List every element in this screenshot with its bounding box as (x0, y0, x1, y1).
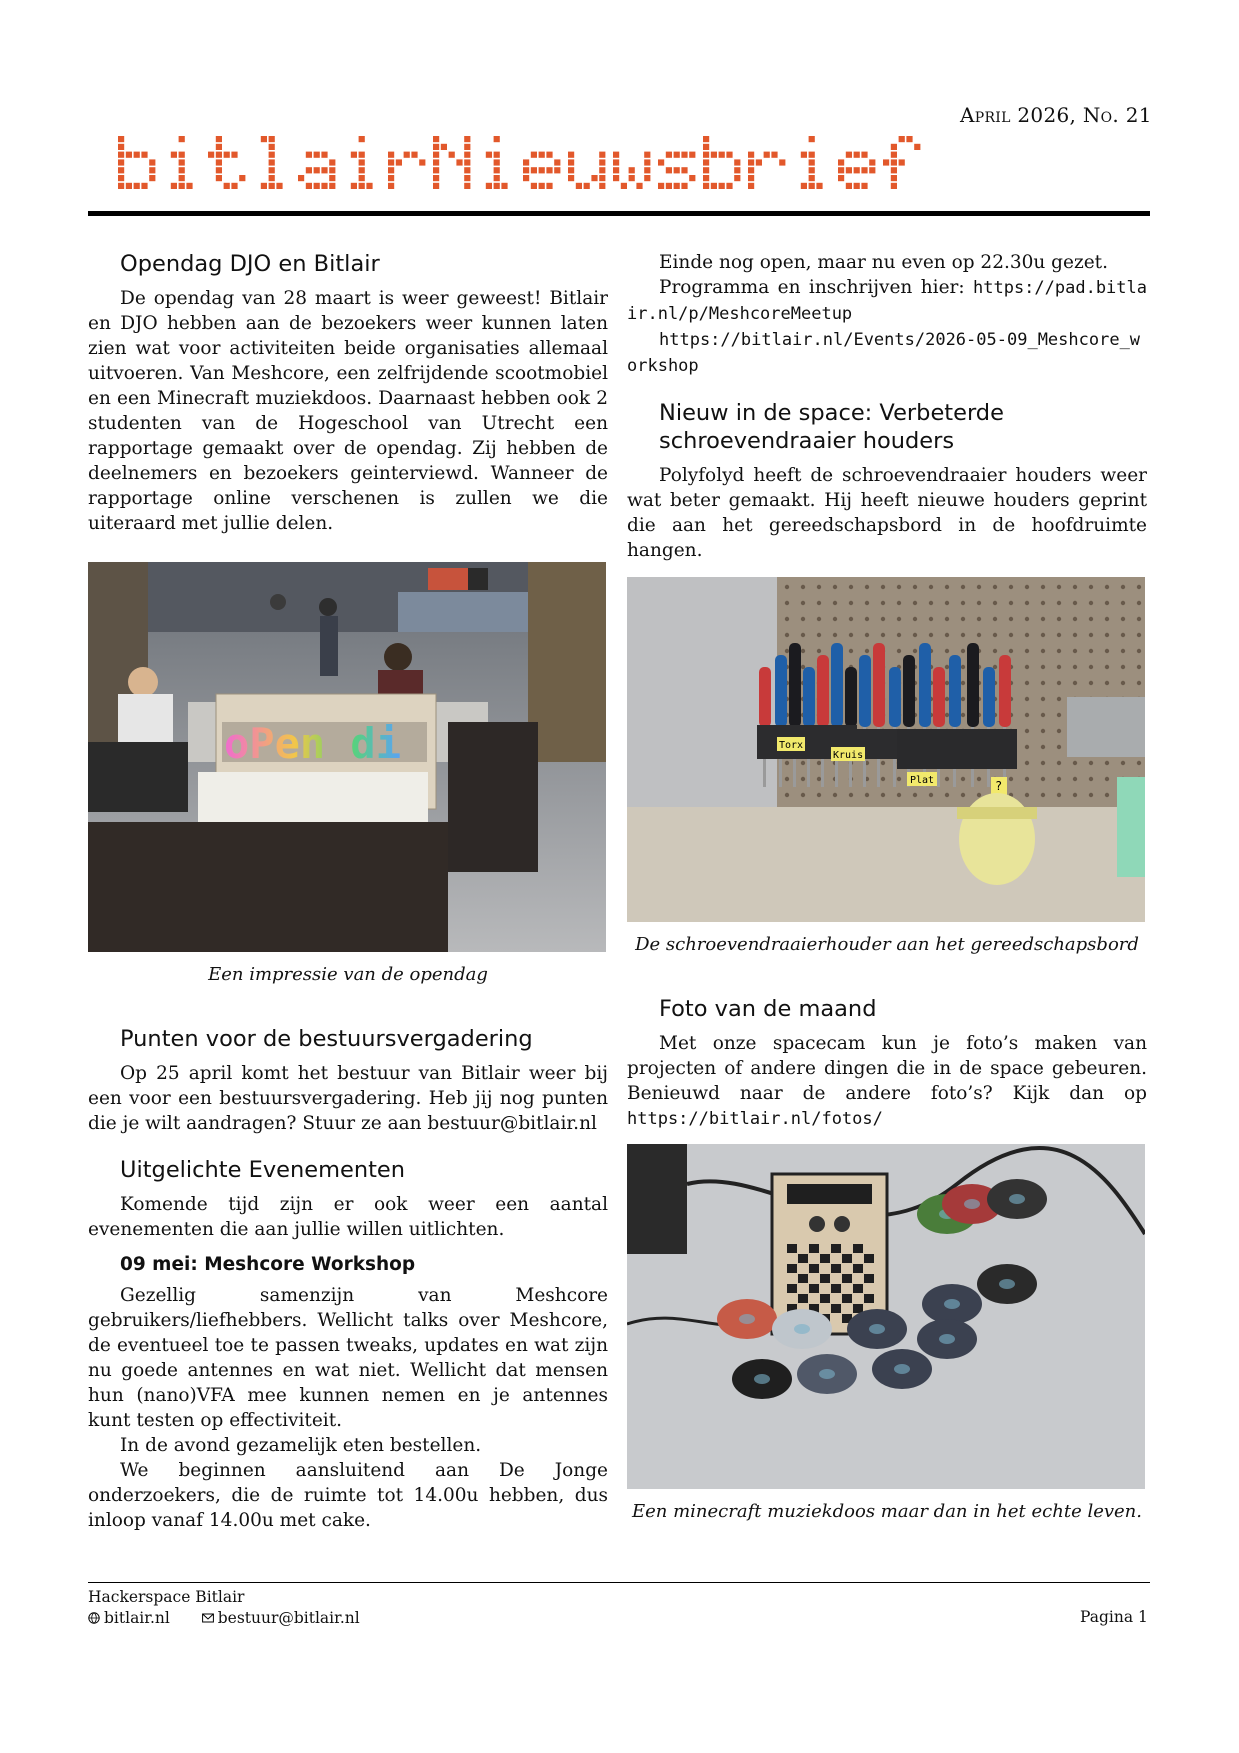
article-title-evenementen: Uitgelichte Evenementen (120, 1157, 406, 1183)
event-body-2: In de avond gezamelijk eten bestellen. (120, 1435, 482, 1456)
article-title-bestuur: Punten voor de bestuursvergadering (120, 1026, 533, 1052)
article-body-schroevendraaier: Polyfolyd heeft de schroevendraaier houders weer wat beter gemaakt. Hij heeft nieuwe houders geprint die aan het gereedschapsbord in de hoofdruimte hangen. (627, 465, 1147, 561)
footer-org: Hackerspace Bitlair (88, 1588, 245, 1606)
envelope-icon (202, 1612, 214, 1624)
event-title: 09 mei: Meshcore Workshop (120, 1254, 416, 1275)
figure-caption-opendag: Een impressie van de opendag (208, 964, 488, 985)
article-title-opendag: Opendag DJO en Bitlair (120, 251, 380, 277)
event-body-3: We beginnen aansluitend aan De Jonge onderzoekers, die de ruimte tot 14.00u hebben, dus inloop vanaf 14.00u met cake. (88, 1460, 608, 1531)
sign-text: oPen di (224, 719, 402, 768)
article-title-schroevendraaier: Nieuw in de space: Verbeterde schroevendraaier houders (659, 400, 1004, 454)
figure-foto (627, 1144, 1147, 1524)
footer-email[interactable]: bestuur@bitlair.nl (217, 1609, 360, 1627)
footer-site[interactable]: bitlair.nl (104, 1609, 170, 1627)
music-box-photo (627, 1144, 1145, 1489)
footer-rule (88, 1582, 1150, 1583)
link-meshcore-pad[interactable]: https://pad.bitlair.nl/p/MeshcoreMeetup (627, 278, 1147, 324)
header-rule (88, 211, 1150, 216)
issue-info (960, 103, 1152, 127)
issue-year: 2026, (1017, 103, 1083, 127)
article-body-foto-text: Met onze spacecam kun je foto’s maken van projecten of andere dingen die in de space gebeuren. Benieuwd naar de andere foto’s? Kijk dan op (627, 1033, 1147, 1104)
article-body-foto (627, 1031, 1147, 1132)
link-fotos[interactable]: https://bitlair.nl/fotos/ (627, 1109, 883, 1129)
issue-number: 21 (1119, 103, 1152, 127)
continued-text-2-label: Programma en inschrijven hier: (659, 277, 973, 298)
article-title-foto: Foto van de maand (659, 996, 877, 1022)
footer (88, 1587, 360, 1629)
page-number: Pagina 1 (1080, 1608, 1148, 1626)
issue-month: April (960, 103, 1011, 127)
continued-text-3 (627, 327, 1147, 379)
continued-text-1: Einde nog open, maar nu even op 22.30u gezet. (659, 252, 1108, 273)
figure-schroevendraaier (627, 577, 1147, 957)
figure-caption-schroevendraaier: De schroevendraaierhouder aan het gereedschapsbord (635, 934, 1139, 955)
event-body-1: Gezellig samenzijn van Meshcore gebruikers/liefhebbers. Wellicht talks over Meshcore, de eventueel toe te passen tweaks, updates en wat zijn nu goede antennes en wat niet. Wellicht dat mensen hun (nano)VFA mee kunnen nemen en je antennes kunt testen op effectiviteit. (88, 1285, 608, 1431)
label-plat: Plat (910, 775, 935, 786)
globe-icon (88, 1612, 100, 1624)
article-body-bestuur: Op 25 april komt het bestuur van Bitlair weer bij een voor een bestuursvergadering. Heb jij nog punten die je wilt aandragen? Stuur ze aan bestuur@bitlair.nl (88, 1063, 608, 1134)
right-column (627, 250, 1147, 1524)
issue-number-label: No. (1082, 103, 1120, 127)
article-body-opendag: De opendag van 28 maart is weer geweest! Bitlair en DJO hebben aan de bezoekers weer kunnen laten zien wat voor activiteiten beide organisaties allemaal uitvoeren. Van Meshcore, een zelfrijdende scootmobiel en een Minecraft muziekdoos. Daarnaast hebben ook 2 studenten van de Hogeschool van Utrecht een rapportage gemaakt over de opendag. Zij hebben de deelnemers en bezoekers geinterviewd. Wanneer de rapportage online verschenen is zullen we die uiteraard met jullie delen. (88, 288, 608, 534)
label-kruis: Kruis (833, 750, 864, 761)
footer-contact (88, 1608, 360, 1629)
masthead-logo (118, 132, 928, 194)
figure-caption-foto: Een minecraft muziekdoos maar dan in het echte leven. (631, 1501, 1142, 1522)
figure-opendag (88, 562, 608, 987)
link-meshcore-event[interactable]: https://bitlair.nl/Events/2026-05-09_Meshcore_workshop (627, 330, 1141, 376)
label-question: ? (995, 779, 1003, 793)
screwdriver-photo (627, 577, 1145, 922)
article-body-evenementen: Komende tijd zijn er ook weer een aantal evenementen die aan jullie willen uitlichten. (88, 1194, 608, 1240)
left-column (88, 250, 608, 1533)
continued-text-2 (627, 275, 1147, 327)
label-torx: Torx (779, 740, 804, 751)
opendag-photo (88, 562, 606, 952)
